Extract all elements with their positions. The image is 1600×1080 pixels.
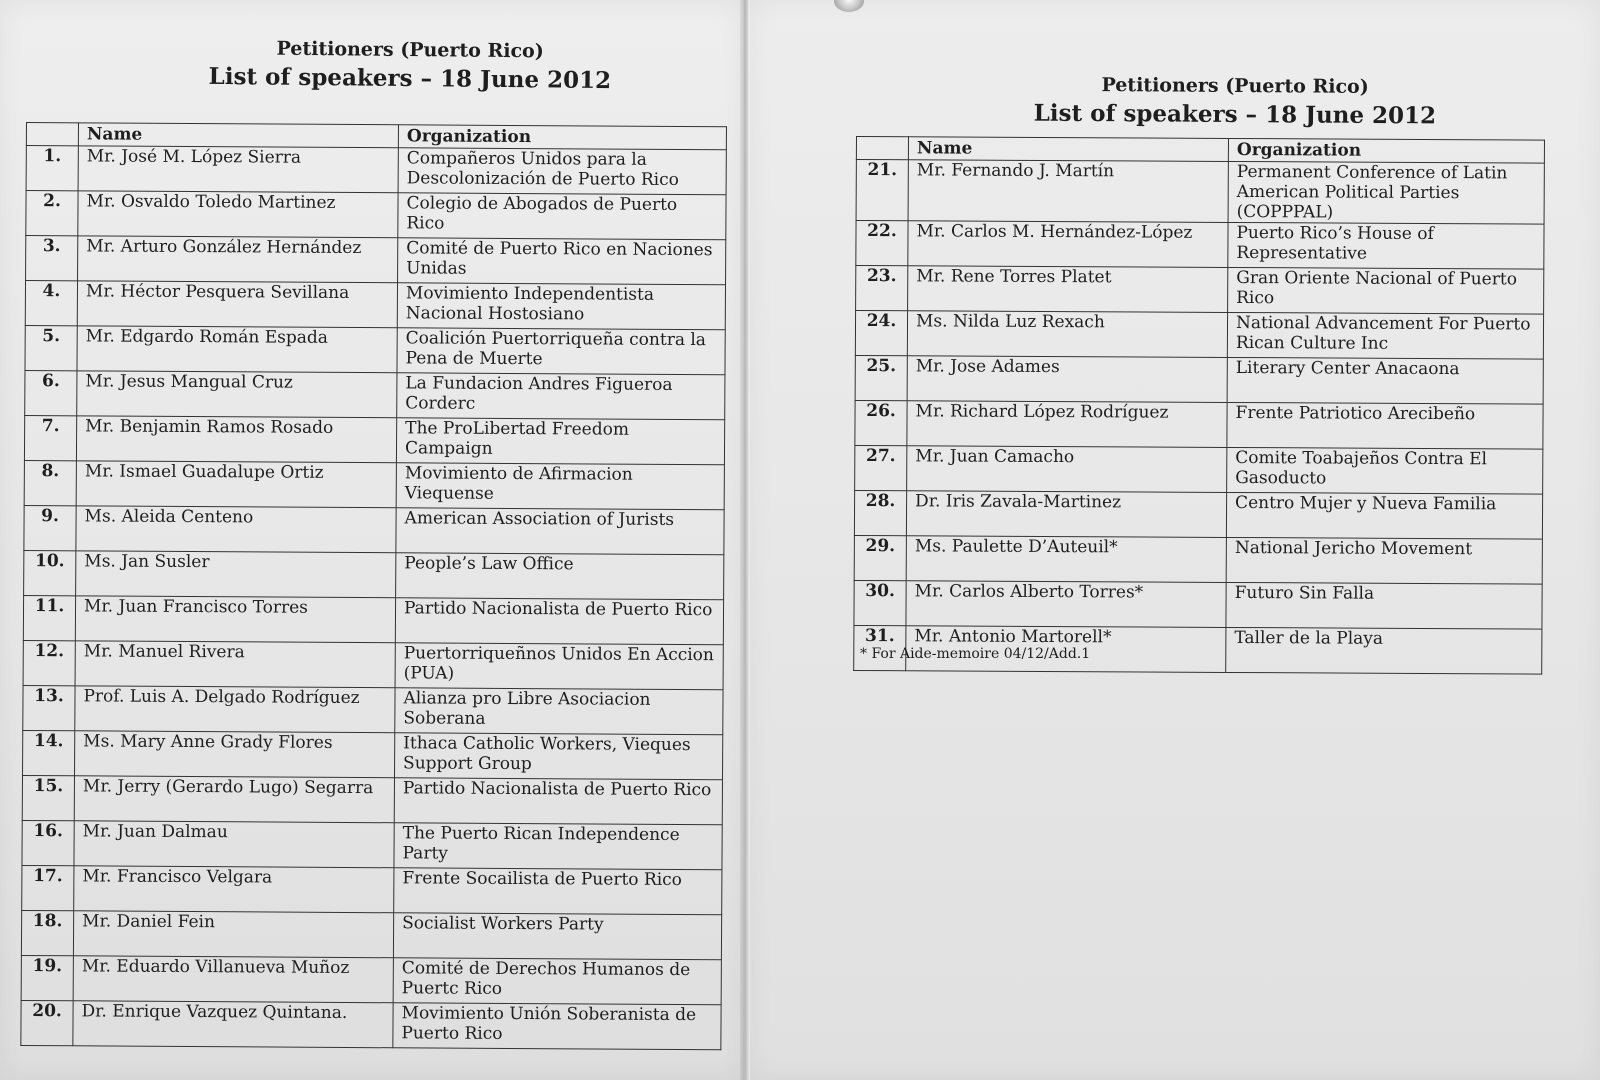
table-row [25, 325, 725, 374]
row-number: 22. [856, 221, 908, 266]
speaker-name: Mr. Benjamin Ramos Rosado [76, 416, 396, 463]
organization-name: Socialist Workers Party [393, 913, 721, 960]
row-number: 1. [26, 146, 78, 191]
table-row [855, 400, 1543, 449]
organization-name: Comite Toabajeños Contra El Gasoducto [1227, 447, 1543, 494]
row-number: 27. [855, 445, 907, 490]
speaker-name: Mr. Juan Dalmau [74, 821, 394, 868]
organization-name: People’s Law Office [396, 553, 724, 600]
table-row [22, 865, 722, 914]
row-number: 25. [855, 355, 907, 400]
speaker-name: Mr. Eduardo Villanueva Muñoz [73, 956, 393, 1003]
organization-name: Alianza pro Libre Asociacion Soberana [395, 688, 723, 735]
row-number: 5. [25, 325, 77, 370]
table-row [26, 236, 726, 285]
speaker-name: Mr. Antonio Martorell* [906, 626, 1226, 673]
row-number: 15. [22, 775, 74, 820]
organization-name: Partido Nacionalista de Puerto Rico [395, 598, 723, 645]
row-number: 16. [22, 820, 74, 865]
row-number: 31. [854, 625, 906, 670]
row-number: 7. [24, 415, 76, 460]
table-row [24, 505, 724, 554]
speaker-name: Mr. Manuel Rivera [75, 641, 395, 688]
table-row [21, 1000, 721, 1049]
speaker-name: Mr. Fernando J. Martín [908, 160, 1228, 223]
footnote: * For Aide-memoire 04/12/Add.1 [860, 646, 1091, 662]
left-page-title: Petitioners (Puerto Rico) [276, 37, 544, 63]
name-column-header: Name [908, 137, 1228, 162]
speaker-name: Mr. Héctor Pesquera Sevillana [77, 281, 397, 328]
organization-name: Colegio de Abogados de Puerto Rico [398, 193, 726, 240]
table-row [854, 490, 1542, 539]
speaker-name: Mr. Jerry (Gerardo Lugo) Segarra [74, 776, 394, 823]
row-number: 13. [23, 685, 75, 730]
organization-name: Puertorriqueñnos Unidos En Accion (PUA) [395, 643, 723, 690]
left-page-header [200, 34, 621, 96]
table-row [854, 580, 1542, 629]
table-row [22, 775, 722, 824]
row-number: 14. [23, 730, 75, 775]
organization-column-header: Organization [398, 125, 726, 150]
row-number: 2. [26, 191, 78, 236]
row-number: 28. [854, 490, 906, 535]
row-number: 21. [856, 160, 908, 221]
speaker-name: Mr. Francisco Velgara [74, 866, 394, 913]
table-row [26, 146, 726, 195]
number-column-header [856, 137, 908, 160]
table-row [855, 355, 1543, 404]
row-number: 29. [854, 535, 906, 580]
number-column-header [26, 123, 78, 146]
row-number: 26. [855, 400, 907, 445]
speaker-name: Ms. Paulette D’Auteuil* [906, 536, 1226, 583]
speaker-name: Ms. Nilda Luz Rexach [907, 311, 1227, 358]
table-header-row [856, 137, 1544, 164]
row-number: 23. [856, 266, 908, 311]
table-row [24, 550, 724, 599]
organization-name: Comité de Derechos Humanos de Puertc Rico [393, 958, 721, 1005]
speaker-name: Prof. Luis A. Delgado Rodríguez [75, 686, 395, 733]
table-row [26, 191, 726, 240]
table-row [21, 910, 721, 959]
organization-name: Comité de Puerto Rico en Naciones Unidas [398, 238, 726, 285]
table-row [856, 266, 1544, 315]
speaker-name: Mr. Juan Francisco Torres [75, 596, 395, 643]
speaker-name: Mr. Edgardo Román Espada [77, 326, 397, 373]
speaker-name: Mr. Osvaldo Toledo Martinez [78, 191, 398, 238]
left-speakers-table [20, 122, 727, 1050]
organization-name: Gran Oriente Nacional of Puerto Rico [1228, 267, 1544, 314]
organization-name: The ProLibertad Freedom Campaign [396, 418, 724, 465]
organization-name: American Association of Jurists [396, 508, 724, 555]
organization-name: The Puerto Rican Independence Party [394, 823, 722, 870]
speaker-name: Mr. Jesus Mangual Cruz [77, 371, 397, 418]
organization-name: Futuro Sin Falla [1226, 582, 1542, 629]
right-page-header [1025, 71, 1445, 132]
organization-name: Taller de la Playa [1226, 627, 1542, 674]
organization-name: Puerto Rico’s House of Representative [1228, 222, 1544, 269]
speaker-name: Mr. Carlos Alberto Torres* [906, 581, 1226, 628]
speaker-name: Mr. José M. López Sierra [78, 146, 398, 193]
row-number: 6. [25, 370, 77, 415]
row-number: 8. [24, 460, 76, 505]
table-row [23, 685, 723, 734]
row-number: 10. [24, 550, 76, 595]
table-row [854, 535, 1542, 584]
table-row [855, 445, 1543, 494]
organization-name: Partido Nacionalista de Puerto Rico [394, 778, 722, 825]
speaker-name: Mr. Rene Torres Platet [908, 266, 1228, 313]
row-number: 4. [25, 281, 77, 326]
row-number: 18. [21, 910, 73, 955]
organization-name: Coalición Puertorriqueña contra la Pena de Muerte [397, 328, 725, 375]
table-row [856, 160, 1544, 225]
right-speakers-table [853, 136, 1545, 675]
speaker-name: Mr. Juan Camacho [907, 446, 1227, 493]
row-number: 9. [24, 505, 76, 550]
left-page-subtitle: List of speakers – 18 June 2012 [208, 62, 612, 95]
speaker-name: Ms. Aleida Centeno [76, 506, 396, 553]
name-column-header: Name [78, 123, 398, 148]
table-row [855, 311, 1543, 360]
right-page-subtitle: List of speakers – 18 June 2012 [1033, 99, 1437, 130]
table-row [21, 955, 721, 1004]
speaker-name: Ms. Jan Susler [76, 551, 396, 598]
organization-name: Ithaca Catholic Workers, Vieques Support Group [395, 733, 723, 780]
organization-column-header: Organization [1228, 138, 1544, 163]
speaker-name: Mr. Ismael Guadalupe Ortiz [76, 461, 396, 508]
organization-name: Frente Socailista de Puerto Rico [394, 868, 722, 915]
organization-name: La Fundacion Andres Figueroa Corderc [397, 373, 725, 420]
speaker-name: Dr. Iris Zavala-Martinez [906, 491, 1226, 538]
row-number: 24. [855, 311, 907, 356]
speaker-name: Mr. Jose Adames [907, 356, 1227, 403]
speaker-name: Mr. Carlos M. Hernández-López [908, 221, 1228, 268]
speaker-name: Mr. Daniel Fein [73, 911, 393, 958]
row-number: 19. [21, 955, 73, 1000]
table-row [24, 460, 724, 509]
organization-name: Frente Patriotico Arecibeño [1227, 402, 1543, 449]
row-number: 12. [23, 640, 75, 685]
table-row [23, 640, 723, 689]
table-row [25, 281, 725, 330]
row-number: 3. [26, 236, 78, 281]
speaker-name: Ms. Mary Anne Grady Flores [75, 731, 395, 778]
organization-name: Literary Center Anacaona [1227, 357, 1543, 404]
row-number: 30. [854, 580, 906, 625]
table-row [22, 820, 722, 869]
page-fold [740, 0, 750, 1080]
table-row [23, 730, 723, 779]
organization-name: National Jericho Movement [1226, 537, 1542, 584]
row-number: 20. [21, 1000, 73, 1045]
table-row [23, 595, 723, 644]
table-row [25, 370, 725, 419]
organization-name: Permanent Conference of Latin American Political Parties (COPPPAL) [1228, 161, 1544, 224]
speaker-name: Mr. Richard López Rodríguez [907, 401, 1227, 448]
organization-name: Movimiento Independentista Nacional Hostosiano [397, 283, 725, 330]
speaker-name: Mr. Arturo González Hernández [78, 236, 398, 283]
organization-name: National Advancement For Puerto Rican Culture Inc [1227, 312, 1543, 359]
table-row [856, 221, 1544, 270]
row-number: 17. [22, 865, 74, 910]
organization-name: Movimiento Unión Soberanista de Puerto Rico [393, 1003, 721, 1050]
organization-name: Centro Mujer y Nueva Familia [1226, 492, 1542, 539]
table-row [24, 415, 724, 464]
right-page-title: Petitioners (Puerto Rico) [1101, 74, 1369, 98]
organization-name: Compañeros Unidos para la Descolonización de Puerto Rico [398, 148, 726, 195]
organization-name: Movimiento de Afirmacion Viequense [396, 463, 724, 510]
speaker-name: Dr. Enrique Vazquez Quintana. [73, 1001, 393, 1048]
row-number: 11. [23, 595, 75, 640]
